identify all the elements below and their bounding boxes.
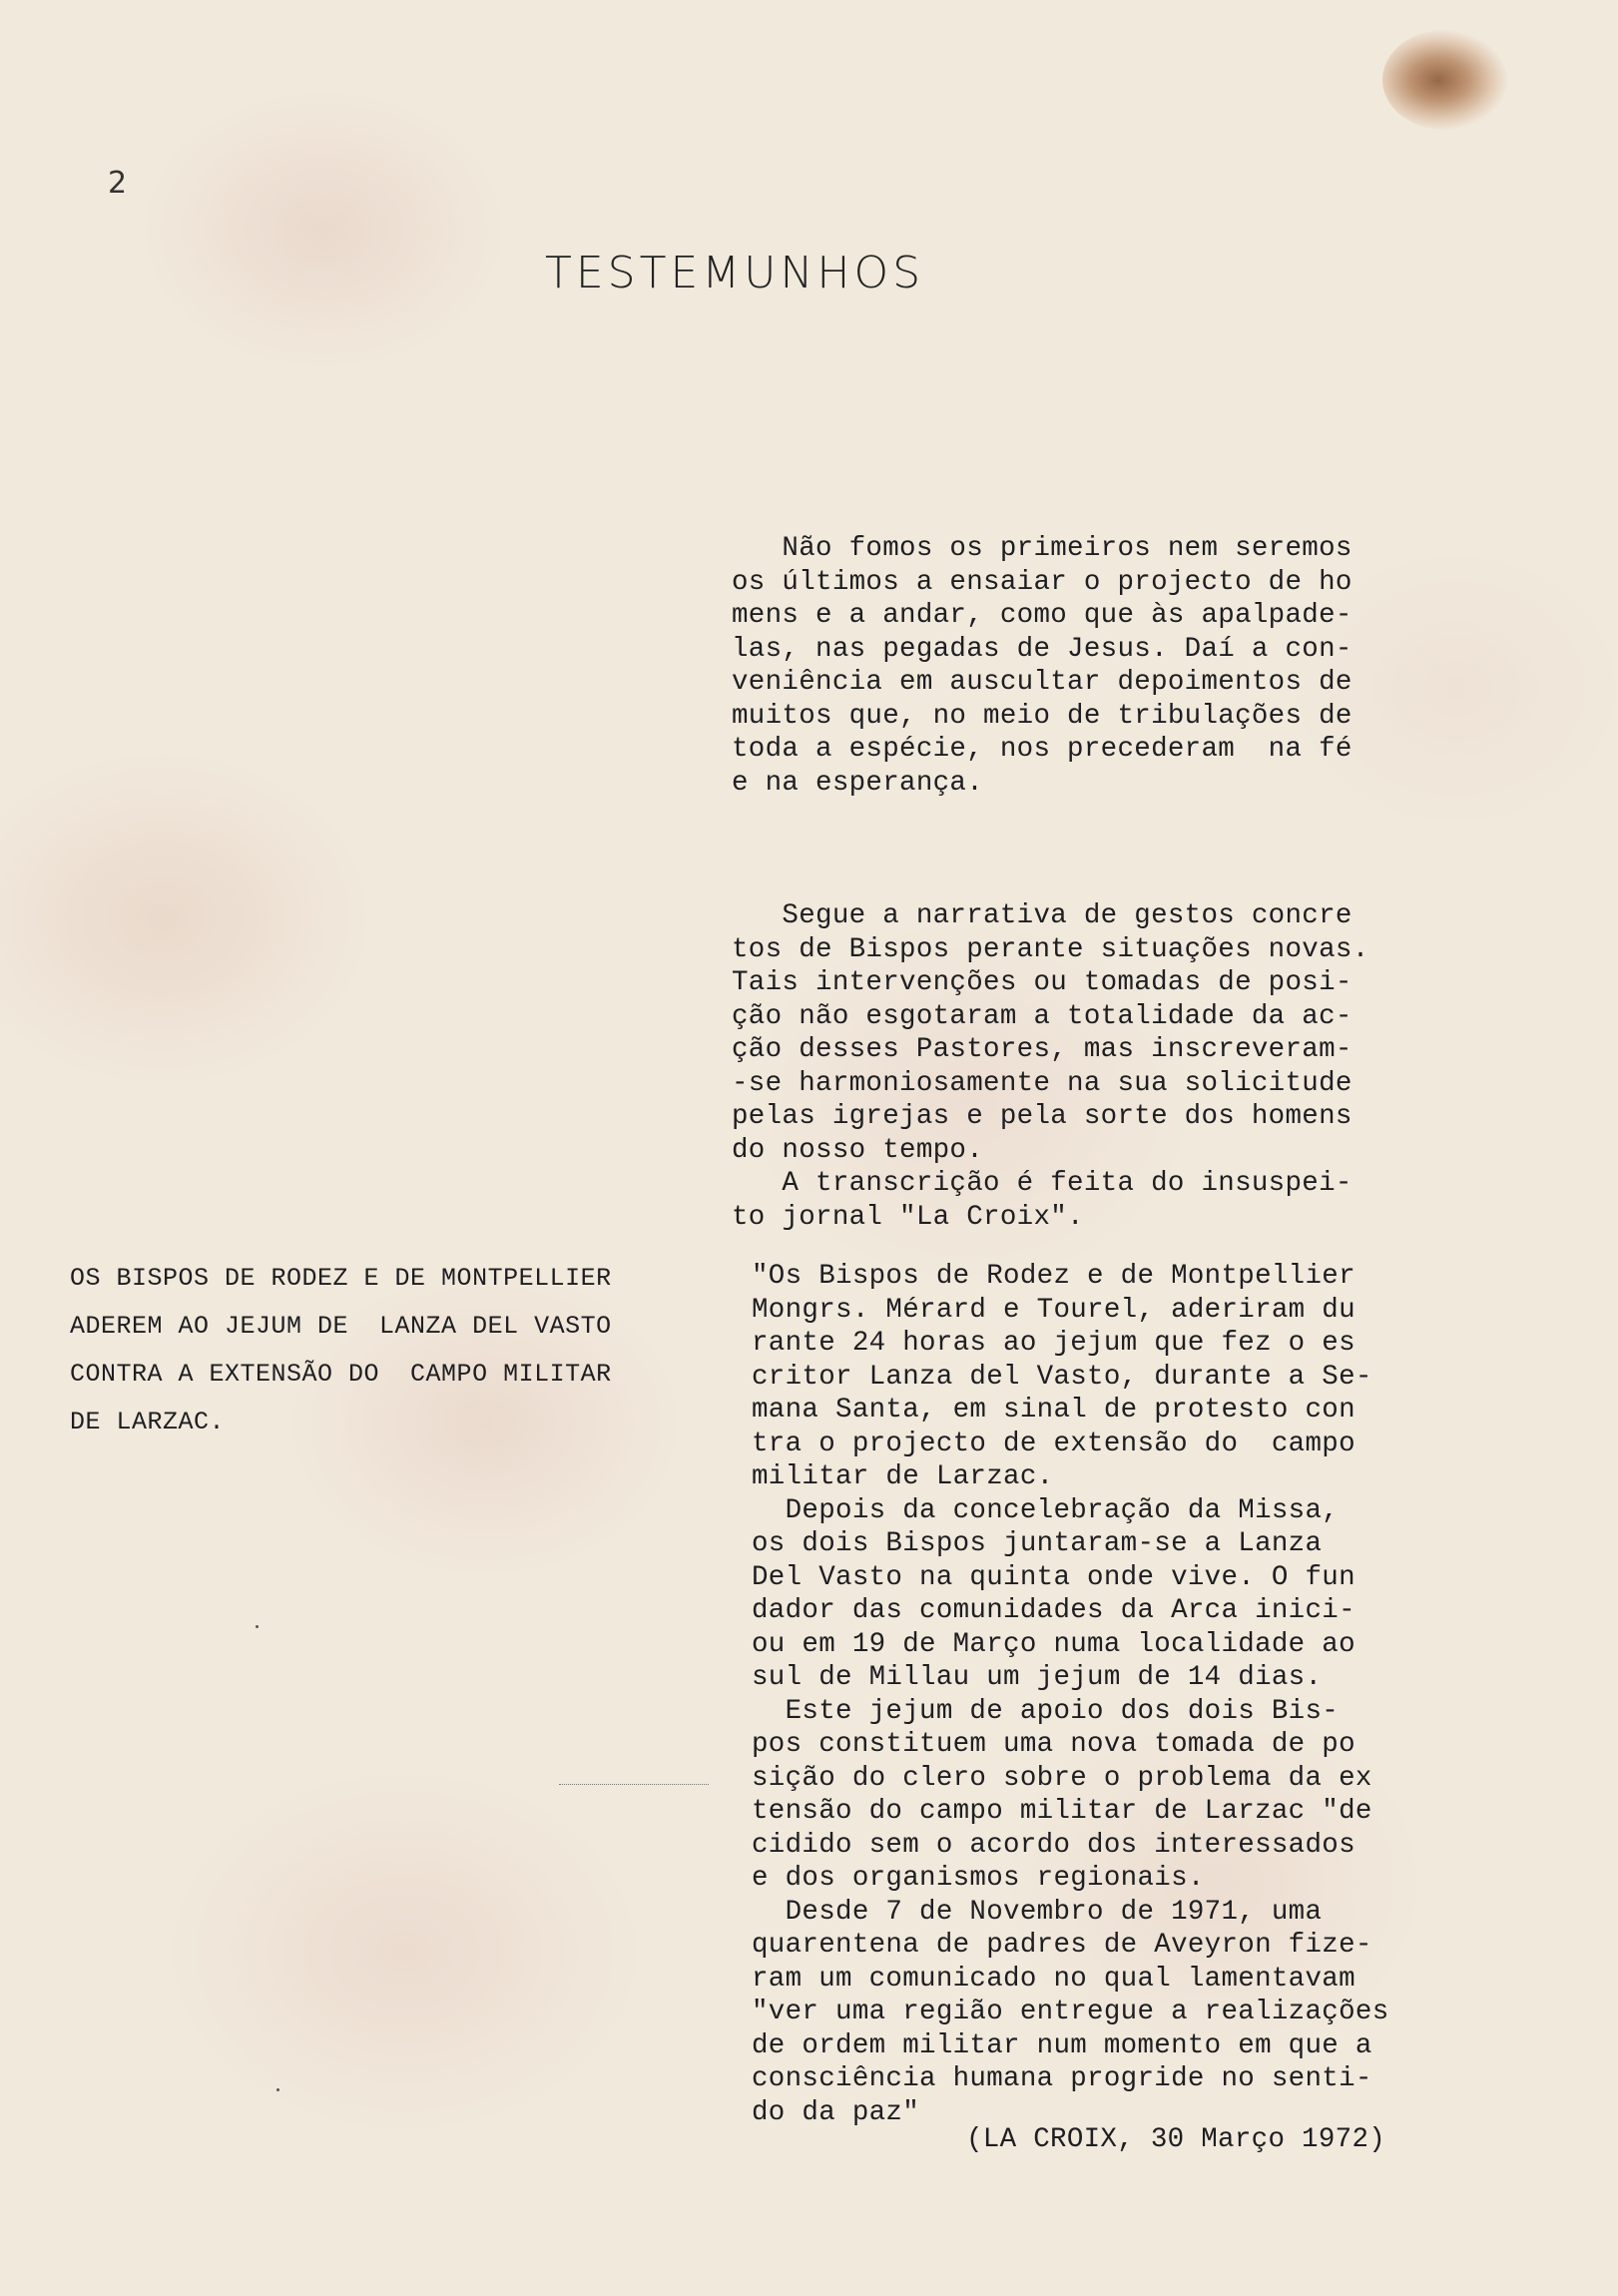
intro-paragraph-1: Não fomos os primeiros nem seremos os últimos a ensaiar o projecto de ho mens e a andar, como que às apalpade- las, nas pegadas de Jesus. Daí a con- veniência em auscultar depoimentos de muitos que, no meio de tribulações de toda a espécie, nos precederam na fé e na esperança. [732,533,1352,799]
ink-speck [276,2088,279,2091]
article-body: "Os Bispos de Rodez e de Montpellier Mongrs. Mérard e Tourel, aderiram du rante 24 horas ao jejum que fez o es critor Lanza del Vasto, durante a Se- mana Santa, em sinal de protesto con tra o projecto de extensão do campo militar de Larzac. Depois da concelebração da Missa, os dois Bispos juntaram-se a Lanza Del Vasto na quinta onde vive. O fun dador das comunidades da Arca inici- ou em 19 de Março numa localidade ao sul de Millau um jejum de 14 dias. Este jejum de apoio dos dois Bis- pos constituem uma nova tomada de po sição do clero sobre o problema da ex tensão do campo militar de Larzac "de cidido sem o acordo dos interessados e dos organismos regionais. Desde 7 de Novembro de 1971, uma quarentena de padres de Aveyron fize- ram um comunicado no qual lamentavam "ver uma região entregue a realizações de ordem militar num momento em que a consciência humana progride no senti- do da paz" [752,1261,1389,2128]
page-number: 2 [108,166,128,201]
article-headline: OS BISPOS DE RODEZ E DE MONTPELLIER ADEREM AO JEJUM DE LANZA DEL VASTO CONTRA A EXTENSÃO DO CAMPO MILITAR DE LARZAC. [70,1264,612,1436]
dotted-rule [559,1784,709,1785]
intro-text [732,465,1410,1268]
ink-speck [256,1625,259,1628]
rust-stain [1382,30,1507,130]
intro-paragraph-2: Segue a narrativa de gestos concre tos de Bispos perante situações novas. Tais intervenções ou tomadas de posi- ção não esgotaram a totalidade da ac- ção desses Pastores, mas inscreveram- -se harmoniosamente na sua solicitude pelas igrejas e pela sorte dos homens do nosso tempo. A transcrição é feita do insuspei- to jornal "La Croix". [732,900,1369,1233]
article-citation: (LA CROIX, 30 Março 1972) [966,2124,1386,2155]
page-title: TESTEMUNHOS [545,248,925,298]
